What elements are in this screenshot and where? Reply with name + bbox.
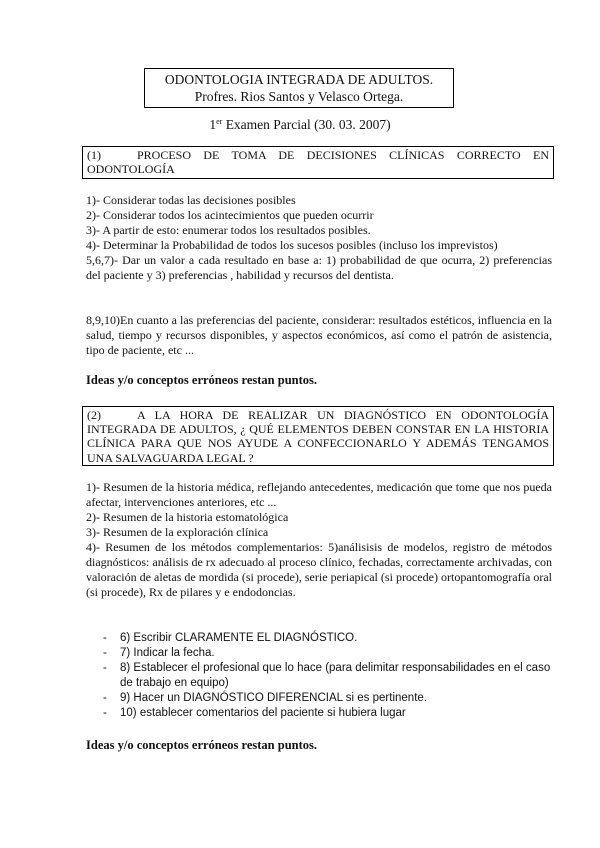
answer-1-4: 4)- Determinar la Probabilidad de todos los sucesos posibles (incluso los imprevistos) <box>86 238 498 252</box>
question-1-text-line1: PROCESO DE TOMA DE DECISIONES CLÍNICAS CORRECTO EN <box>137 148 549 162</box>
question-1-note: Ideas y/o conceptos erróneos restan puntos. <box>86 373 318 387</box>
question-1-text-line2: ODONTOLOGÍA <box>87 162 175 177</box>
answer-2-4: 4)- Resumen de los métodos complementarios: 5)análisisis de modelos, registro de métodos diagnósticos: análisis de rx adecuado al proceso clínico, fechadas, correctamente archivadas, con valoración de aletas de mordida (si procede), serie periapical (si procede) ortopantomografía oral (si procede), Rx de pilares y e endodoncias. <box>86 540 552 599</box>
question-2-text-line1: A LA HORA DE REALIZAR UN DIAGNÓSTICO EN ODONTOLOGÍA <box>137 408 549 422</box>
answer-1-1: 1)- Considerar todas las decisiones posibles <box>86 193 296 207</box>
exam-ordinal: 1 <box>209 117 217 132</box>
list-item: - 6) Escribir CLARAMENTE EL DIAGNÓSTICO. <box>103 632 358 644</box>
question-1-paragraph: 8,9,10)En cuanto a las preferencias del paciente, considerar: resultados estéticos, influencia en la salud, tiempo y recursos disponibles, y aspectos económicos, así como el patrón de asistencia, tipo de paciente, etc ... <box>86 313 552 357</box>
professors-line: Profres. Rios Santos y Velasco Ortega. <box>194 89 404 104</box>
answer-2-3: 3)- Resumen de la exploración clínica <box>86 525 269 539</box>
list-dash: - <box>103 707 107 719</box>
course-title: ODONTOLOGIA INTEGRADA DE ADULTOS. <box>164 72 434 87</box>
title-box <box>144 68 454 108</box>
list-dash: - <box>103 632 107 644</box>
list-dash: - <box>103 662 107 674</box>
answer-1-3: 3)- A partir de esto: enumerar todos los resultados posibles. <box>86 223 371 237</box>
list-item: - 8) Establecer el profesional que lo hace (para delimitar responsabilidades en el caso de trabajo en equipo) <box>103 662 551 689</box>
list-item: - 10) establecer comentarios del paciente si hubiera lugar <box>103 707 406 719</box>
exam-title: Examen Parcial (30. 03. 2007) <box>222 117 391 132</box>
question-2-note: Ideas y/o conceptos erróneos restan puntos. <box>86 738 318 752</box>
question-1-box <box>82 146 554 179</box>
question-2-text-rest: INTEGRADA DE ADULTOS, ¿ QUÉ ELEMENTOS DEBEN CONSTAR EN LA HISTORIA CLÍNICA PARA QUE NOS AYUDE A CONFECCIONARLO Y ADEMÁS TENGAMOS UNA SALVAGUARDA LEGAL ? <box>87 422 549 465</box>
question-2-list <box>86 631 552 721</box>
answer-2-2: 2)- Resumen de la historia estomatológica <box>86 510 289 524</box>
question-2-number: (2) <box>87 408 101 422</box>
answer-2-1: 1)- Resumen de la historia médica, reflejando antecedentes, medicación que tome que nos pueda afectar, intervenciones anteriores, etc ... <box>86 480 552 509</box>
list-dash: - <box>103 692 107 704</box>
list-item: - 7) Indicar la fecha. <box>103 647 215 659</box>
question-2-answers <box>86 480 552 600</box>
question-1-answers <box>86 193 552 283</box>
exam-ordinal-suffix: er <box>216 117 223 126</box>
list-dash: - <box>103 647 107 659</box>
answer-1-2: 2)- Considerar todos los acintecimientos que pueden ocurrir <box>86 208 374 222</box>
answer-1-5: 5,6,7)- Dar un valor a cada resultado en base a: 1) probabilidad de que ocurra, 2) preferencias del paciente y 3) preferencias , habilidad y recursos del dentista. <box>86 253 552 282</box>
question-2-box <box>82 406 554 466</box>
exam-heading <box>0 114 600 133</box>
question-1-number: (1) <box>87 148 101 162</box>
list-item: - 9) Hacer un DIAGNÓSTICO DIFERENCIAL si es pertinente. <box>103 692 427 704</box>
